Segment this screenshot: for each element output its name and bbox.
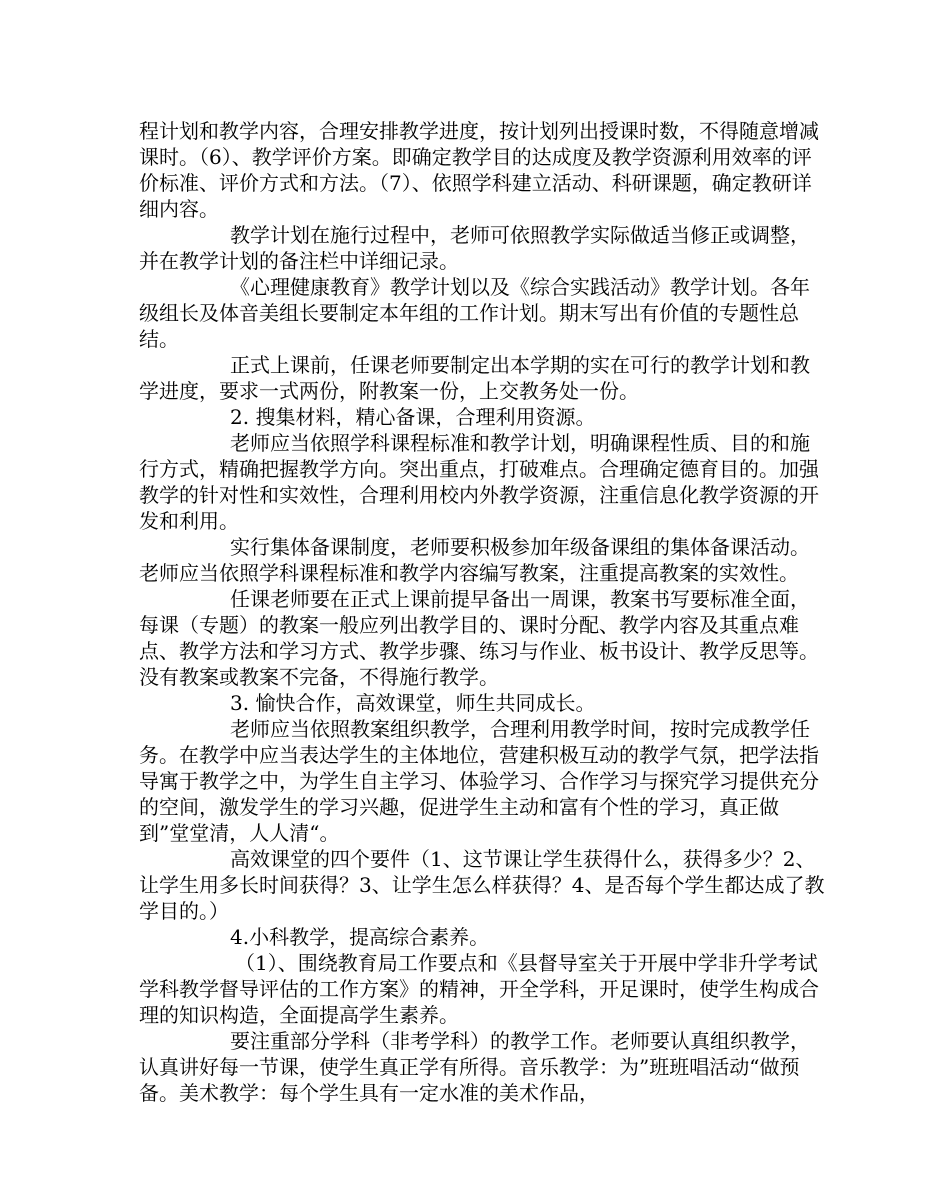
paragraph-before-class: 正式上课前，任课老师要制定出本学期的实在可行的教学计划和教学进度，要求一式两份，附教案一份，上交教务处一份。 [139,353,810,403]
section-heading-2: 2. 搜集材料，精心备课，合理利用资源。 [230,405,596,429]
paragraph-continuation: 程计划和教学内容，合理安排教学进度，按计划列出授课时数，不得随意增减课时。（6）、教学评价方案。即确定教学目的达成度及教学资源利用效率的评价标准、评价方式和方法。（7）、依照学科建立活动、科研课题，确定教研详细内容。 [139,119,819,221]
section-heading-4: 4.小科教学，提高综合素养。 [230,925,490,949]
paragraph-education-bureau: （1）、围绕教育局工作要点和《县督导室关于开展中学非升学考试学科教学督导评估的工作方案》的精神，开全学科，开足课时，使学生构成合理的知识构造，全面提高学生素养。 [139,951,819,1027]
document-body [139,118,829,1106]
paragraph-non-exam-subjects: 要注重部分学科（非考学科）的教学工作。老师要认真组织教学，认真讲好每一节课，使学生真正学有所得。音乐教学：为”班班唱活动“做预备。美术教学：每个学生具有一定水准的美术作品， [139,1029,810,1105]
paragraph-group-lesson-prep: 实行集体备课制度，老师要积极参加年级备课组的集体备课活动。老师应当依照学科课程标准和教学内容编写教案，注重提高教案的实效性。 [139,535,810,585]
paragraph-lesson-plan-writing: 任课老师要在正式上课前提早备出一周课，教案书写要标准全面，每课（专题）的教案一般应列出教学目的、课时分配、教学内容及其重点难点、教学方法和学习方式、教学步骤、练习与作业、板书设计、教学反思等。没有教案或教案不完备，不得施行教学。 [139,587,819,689]
paragraph-plan-adjustment: 教学计划在施行过程中，老师可依照教学实际做适当修正或调整，并在教学计划的备注栏中详细记录。 [139,223,810,273]
paragraph-efficient-classroom: 高效课堂的四个要件（1、这节课让学生获得什么，获得多少？2、让学生用多长时间获得？3、让学生怎么样获得？4、是否每个学生都达成了教学目的。） [139,847,825,923]
paragraph-curriculum-standards: 老师应当依照学科课程标准和教学计划，明确课程性质、目的和施行方式，精确把握教学方向。突出重点，打破难点。合理确定德育目的。加强教学的针对性和实效性，合理利用校内外教学资源，注重信息化教学资源的开发和利用。 [139,431,819,533]
section-heading-3: 3. 愉快合作，高效课堂，师生共同成长。 [230,691,596,715]
paragraph-teaching-organization: 老师应当依照教案组织教学，合理利用教学时间，按时完成教学任务。在教学中应当表达学生的主体地位，营建积极互动的教学气氛，把学法指导寓于教学之中，为学生自主学习、体验学习、合作学习与探究学习提供充分的空间，激发学生的学习兴趣，促进学生主动和富有个性的学习，真正做到”堂堂清，人人清“。 [139,717,819,845]
paragraph-mental-health-plan: 《心理健康教育》教学计划以及《综合实践活动》教学计划。各年级组长及体音美组长要制定本年组的工作计划。期末写出有价值的专题性总结。 [139,275,810,351]
